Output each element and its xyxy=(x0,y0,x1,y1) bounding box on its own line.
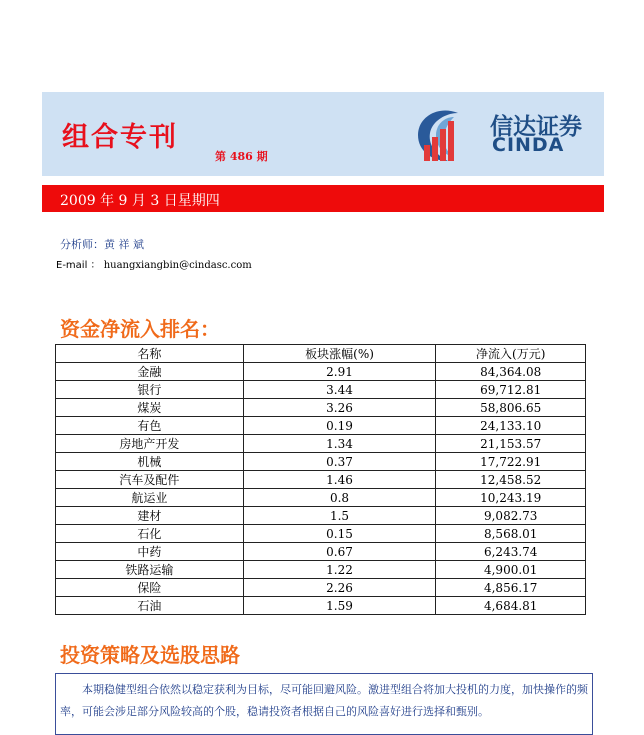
sector-change: 3.26 xyxy=(243,399,436,417)
table-row xyxy=(56,525,586,543)
table-row xyxy=(56,489,586,507)
sector-name: 房地产开发 xyxy=(56,435,244,453)
sector-inflow: 58,806.65 xyxy=(436,399,586,417)
sector-name: 金融 xyxy=(56,363,244,381)
email-address[interactable]: huangxiangbin@cindasc.com xyxy=(103,260,252,271)
issue-number: 第 486 期 xyxy=(215,150,268,163)
sector-change: 3.44 xyxy=(243,381,436,399)
sector-inflow: 4,900.01 xyxy=(436,561,586,579)
sector-name: 铁路运输 xyxy=(56,561,244,579)
sector-inflow: 69,712.81 xyxy=(436,381,586,399)
sector-inflow: 12,458.52 xyxy=(436,471,586,489)
net-inflow-table xyxy=(55,344,586,615)
logo-bar-2 xyxy=(432,137,438,161)
sector-change: 0.19 xyxy=(243,417,436,435)
sector-inflow: 4,856.17 xyxy=(436,579,586,597)
sector-change: 0.67 xyxy=(243,543,436,561)
column-header-inflow: 净流入(万元) xyxy=(436,345,586,363)
table-row xyxy=(56,579,586,597)
sector-inflow: 10,243.19 xyxy=(436,489,586,507)
sector-change: 0.37 xyxy=(243,453,436,471)
sector-name: 航运业 xyxy=(56,489,244,507)
sector-inflow: 24,133.10 xyxy=(436,417,586,435)
strategy-paragraph: 本期稳健型组合依然以稳定获利为目标，尽可能回避风险。激进型组合将加大投机的力度，加快操作的频率，可能会涉足部分风险较高的个股，稳请投资者根据自己的风险喜好进行选择和甄别。 xyxy=(60,683,588,718)
sector-name: 煤炭 xyxy=(56,399,244,417)
analyst-email xyxy=(56,256,252,271)
table-row xyxy=(56,381,586,399)
logo-english-text: CINDA xyxy=(492,134,565,156)
sector-change: 1.34 xyxy=(243,435,436,453)
section-heading-strategy: 投资策略及选股思路 xyxy=(60,643,240,667)
sector-change: 0.8 xyxy=(243,489,436,507)
table-row xyxy=(56,507,586,525)
sector-inflow: 8,568.01 xyxy=(436,525,586,543)
sector-name: 银行 xyxy=(56,381,244,399)
sector-inflow: 17,722.91 xyxy=(436,453,586,471)
table-row xyxy=(56,453,586,471)
table-row xyxy=(56,399,586,417)
table-row xyxy=(56,363,586,381)
sector-change: 1.59 xyxy=(243,597,436,615)
publication-title: 组合专刊 xyxy=(62,122,178,153)
publish-date: 2009 年 9 月 3 日星期四 xyxy=(60,193,220,209)
sector-inflow: 21,153.57 xyxy=(436,435,586,453)
sector-change: 2.91 xyxy=(243,363,436,381)
table-row xyxy=(56,471,586,489)
analyst-name: 分析师：黄 祥 斌 xyxy=(60,238,144,251)
table-row xyxy=(56,435,586,453)
table-row xyxy=(56,417,586,435)
column-header-change: 板块涨幅(%) xyxy=(243,345,436,363)
table-row xyxy=(56,543,586,561)
sector-change: 1.22 xyxy=(243,561,436,579)
table-row xyxy=(56,597,586,615)
logo-bar-1 xyxy=(424,145,430,161)
sector-inflow: 9,082.73 xyxy=(436,507,586,525)
sector-name: 石油 xyxy=(56,597,244,615)
sector-change: 0.15 xyxy=(243,525,436,543)
sector-name: 石化 xyxy=(56,525,244,543)
sector-change: 2.26 xyxy=(243,579,436,597)
section-heading-net-inflow: 资金净流入排名： xyxy=(60,317,220,341)
column-header-name: 名称 xyxy=(56,345,244,363)
table-row xyxy=(56,561,586,579)
sector-inflow: 6,243.74 xyxy=(436,543,586,561)
logo-bar-4 xyxy=(448,121,454,161)
sector-name: 中药 xyxy=(56,543,244,561)
sector-name: 建材 xyxy=(56,507,244,525)
email-label: E-mail ： xyxy=(56,260,101,271)
sector-name: 保险 xyxy=(56,579,244,597)
sector-change: 1.5 xyxy=(243,507,436,525)
logo-chinese-text: 信达证券 xyxy=(490,114,582,140)
logo-bar-3 xyxy=(440,129,446,161)
sector-name: 有色 xyxy=(56,417,244,435)
sector-inflow: 4,684.81 xyxy=(436,597,586,615)
sector-inflow: 84,364.08 xyxy=(436,363,586,381)
sector-name: 机械 xyxy=(56,453,244,471)
table-header-row xyxy=(56,345,586,363)
sector-change: 1.46 xyxy=(243,471,436,489)
sector-name: 汽车及配件 xyxy=(56,471,244,489)
